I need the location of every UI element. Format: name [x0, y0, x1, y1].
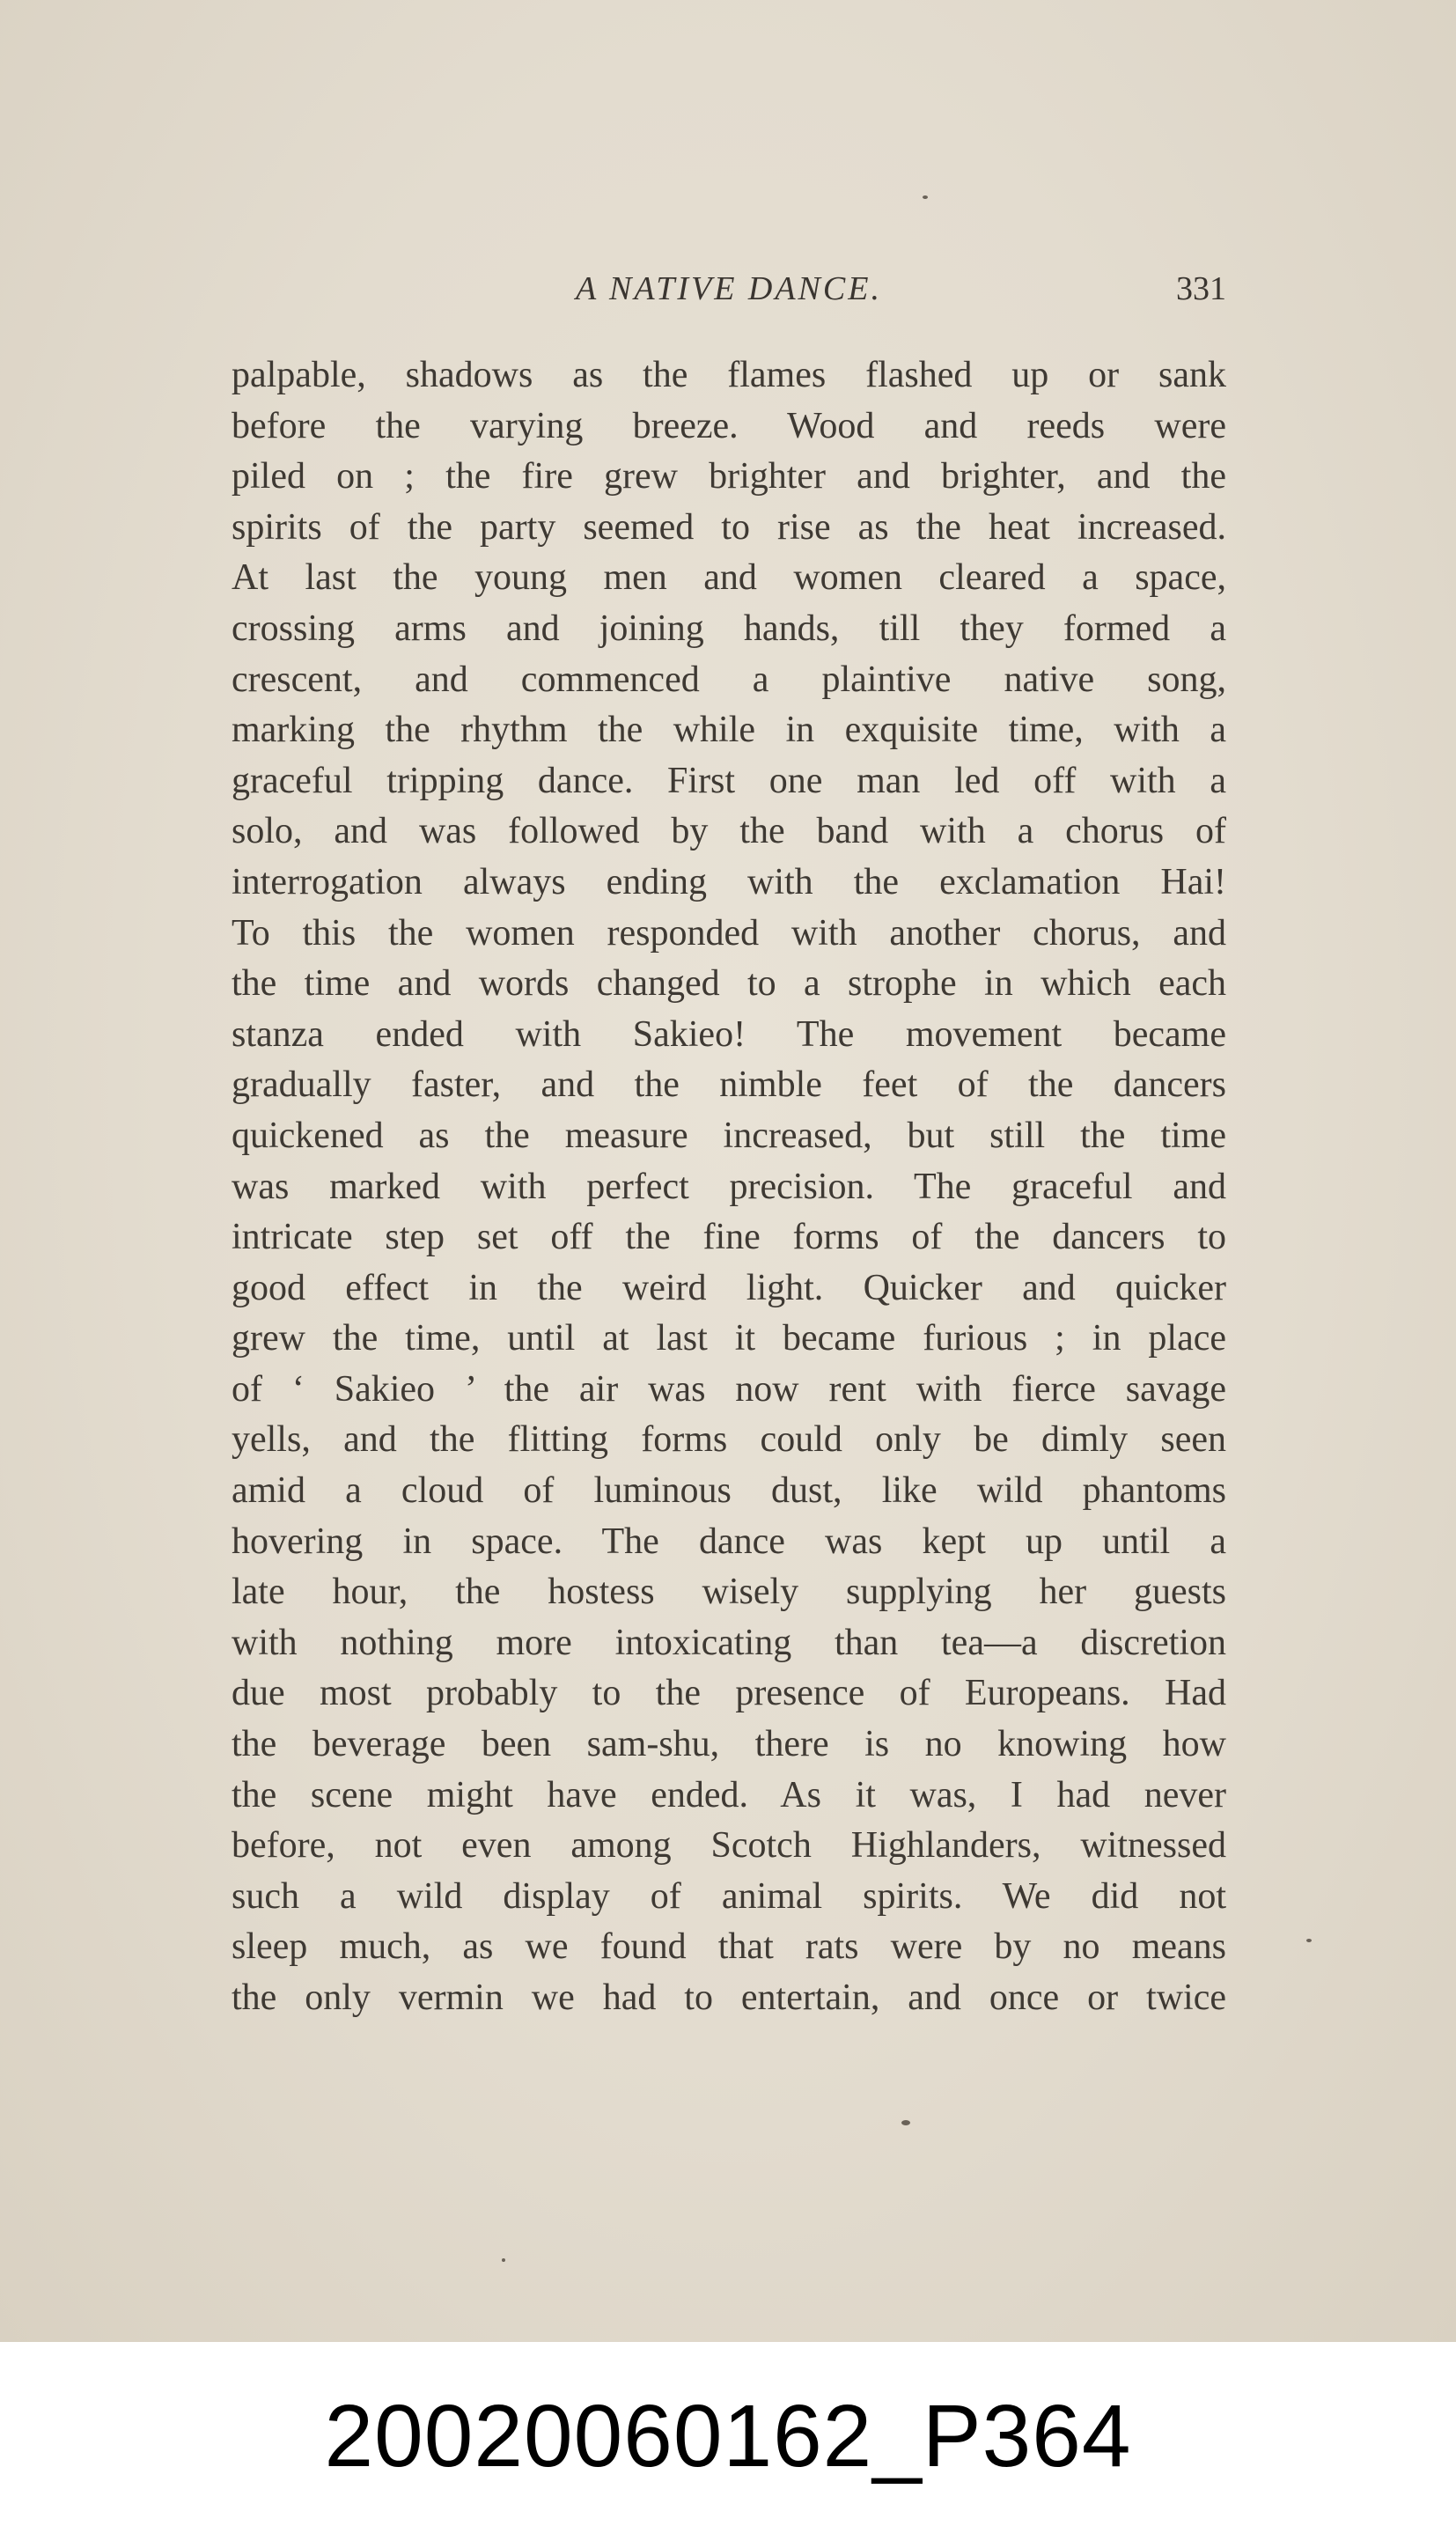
text-line: before the varying breeze. Wood and reeds were [232, 405, 1226, 446]
text-line: due most probably to the presence of Europeans. Had [232, 1673, 1226, 1714]
text-line: of ‘ Sakieo ’ the air was now rent with fierce savage [232, 1368, 1226, 1410]
text-line: interrogation always ending with the exclamation Hai! [232, 861, 1226, 902]
text-line: piled on ; the fire grew brighter and brighter, and the [232, 456, 1226, 497]
text-line: crescent, and commenced a plaintive native song, [232, 659, 1226, 700]
running-title: A NATIVE DANCE. [576, 270, 882, 307]
text-line: gradually faster, and the nimble feet of the dancers [232, 1064, 1226, 1106]
text-line: was marked with perfect precision. The graceful and [232, 1166, 1226, 1207]
text-line: crossing arms and joining hands, till they formed a [232, 608, 1226, 649]
paper-speck [901, 2120, 910, 2125]
text-line: palpable, shadows as the flames flashed up or sank [232, 355, 1226, 395]
text-line: graceful tripping dance. First one man led off with a [232, 760, 1226, 801]
scan-id-label: 20020060162_P364 [324, 2387, 1132, 2485]
text-line: stanza ended with Sakieo! The movement became [232, 1013, 1226, 1055]
text-line: yells, and the flitting forms could only be dimly seen [232, 1419, 1226, 1461]
text-line: To this the women responded with another chorus, and [232, 912, 1226, 954]
running-head [232, 269, 1226, 319]
text-line: good effect in the weird light. Quicker and quicker [232, 1267, 1226, 1308]
text-line: At last the young men and women cleared a space, [232, 557, 1226, 599]
text-line: spirits of the party seemed to rise as the heat increased. [232, 506, 1226, 548]
paper-speck [923, 195, 928, 199]
text-line: sleep much, as we found that rats were by no means [232, 1926, 1226, 1968]
paper-speck [1306, 1939, 1312, 1942]
text-line: the time and words changed to a strophe in which each [232, 963, 1226, 1005]
text-line: the only vermin we had to entertain, and once or twice [232, 1977, 1226, 2018]
text-line: late hour, the hostess wisely supplying her guests [232, 1572, 1226, 1613]
paper-speck [502, 2258, 505, 2262]
page-number: 331 [1176, 270, 1226, 307]
text-line: solo, and was followed by the band with a chorus of [232, 811, 1226, 852]
text-line: intricate step set off the fine forms of the dancers to [232, 1217, 1226, 1258]
text-line: the beverage been sam-shu, there is no knowing how [232, 1724, 1226, 1765]
text-line: quickened as the measure increased, but still the time [232, 1115, 1226, 1156]
text-line: with nothing more intoxicating than tea—a discretion [232, 1622, 1226, 1663]
text-line: such a wild display of animal spirits. We did not [232, 1875, 1226, 1917]
text-line: amid a cloud of luminous dust, like wild phantoms [232, 1470, 1226, 1512]
text-line: the scene might have ended. As it was, I had never [232, 1774, 1226, 1815]
text-line: hovering in space. The dance was kept up until a [232, 1521, 1226, 1562]
body-text [232, 350, 1226, 2024]
text-line: marking the rhythm the while in exquisite time, with a [232, 710, 1226, 751]
text-line: before, not even among Scotch Highlanders, witnessed [232, 1825, 1226, 1867]
text-line: grew the time, until at last it became furious ; in place [232, 1318, 1226, 1359]
